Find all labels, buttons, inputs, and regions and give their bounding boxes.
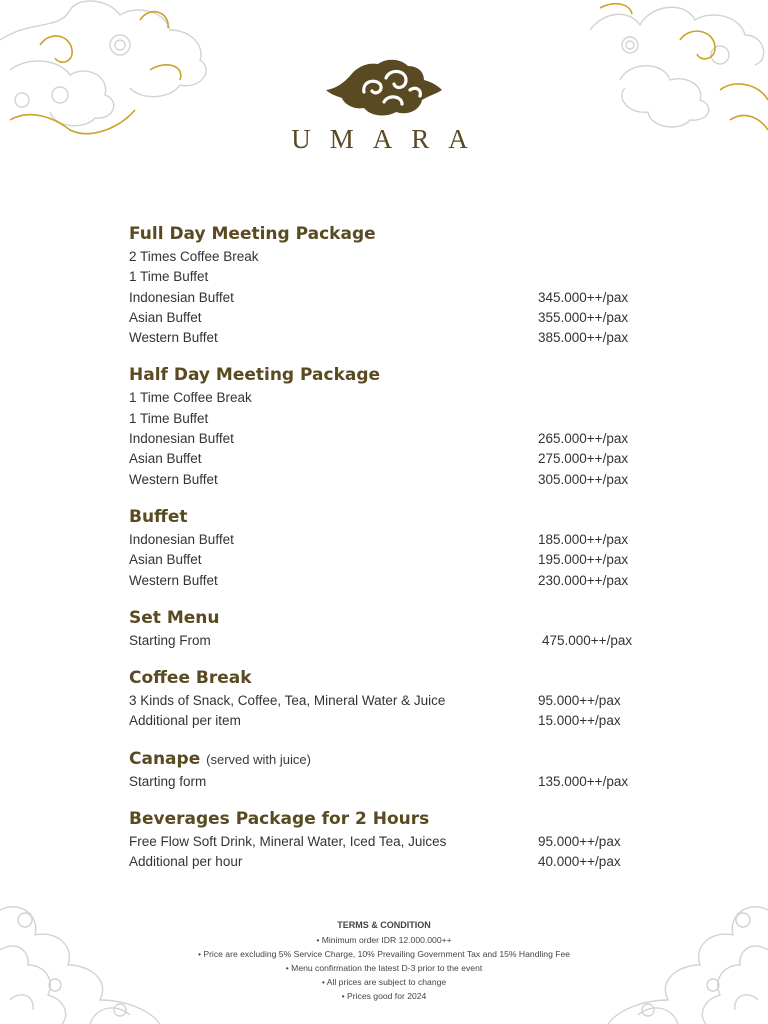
section-title: Coffee Break — [129, 668, 252, 689]
item-price: 40.000++/pax — [538, 854, 621, 870]
item-price: 15.000++/pax — [538, 713, 621, 729]
brand-name: UMARA — [291, 124, 487, 154]
item-label: Starting From — [129, 632, 211, 648]
item-price: 95.000++/pax — [538, 693, 621, 709]
menu-row — [129, 409, 649, 429]
item-price: 345.000++/pax — [538, 289, 629, 305]
menu-row — [129, 308, 649, 328]
umara-cloud-logo-icon — [324, 58, 444, 118]
item-label: 3 Kinds of Snack, Coffee, Tea, Mineral Water & Juice — [129, 693, 446, 709]
cloud-ornament-top-right — [570, 0, 768, 135]
section-half-day-meeting-package — [129, 362, 649, 489]
item-label: Western Buffet — [129, 330, 218, 346]
menu-row — [129, 328, 649, 348]
menu-row — [129, 530, 649, 550]
terms-item: • Price are excluding 5% Service Charge, 10% Prevailing Government Tax and 15% Handling Fee — [197, 949, 571, 959]
section-set-menu — [129, 605, 649, 651]
item-label: Free Flow Soft Drink, Mineral Water, Iced Tea, Juices — [129, 834, 447, 850]
item-label: Indonesian Buffet — [129, 289, 234, 305]
section-title — [129, 746, 649, 772]
item-label: 1 Time Coffee Break — [129, 390, 252, 406]
menu-row — [129, 832, 649, 852]
item-label: Western Buffet — [129, 572, 218, 588]
menu-row — [129, 449, 649, 469]
section-title: Full Day Meeting Package — [129, 224, 376, 244]
item-price: 355.000++/pax — [538, 309, 629, 325]
item-label: Indonesian Buffet — [129, 531, 234, 547]
item-label: Additional per hour — [129, 854, 243, 870]
menu-row — [129, 550, 649, 570]
terms-item: • All prices are subject to change — [321, 977, 447, 987]
section-full-day-meeting-package — [129, 221, 649, 348]
item-label: Starting form — [129, 773, 207, 789]
menu-row — [129, 267, 649, 287]
item-price: 95.000++/pax — [538, 834, 621, 850]
item-label: Indonesian Buffet — [129, 431, 234, 447]
section-beverages-package — [129, 806, 649, 873]
section-title: Beverages Package for 2 Hours — [129, 809, 430, 830]
item-price: 475.000++/pax — [542, 632, 633, 648]
item-price: 305.000++/pax — [538, 471, 629, 487]
item-label: Asian Buffet — [129, 309, 202, 325]
item-price: 385.000++/pax — [538, 330, 629, 346]
section-buffet — [129, 504, 649, 591]
section-title: Buffet — [129, 506, 188, 527]
item-price: 195.000++/pax — [538, 552, 629, 568]
menu-row — [129, 631, 649, 651]
terms-item: • Menu confirmation the latest D-3 prior to the event — [285, 963, 483, 973]
item-price: 275.000++/pax — [538, 451, 629, 467]
item-label: Asian Buffet — [129, 451, 202, 467]
item-price: 185.000++/pax — [538, 531, 629, 547]
menu-row — [129, 691, 649, 711]
cloud-ornament-top-left — [0, 0, 215, 140]
terms-item: • Minimum order IDR 12.000.000++ — [316, 935, 452, 945]
section-note: (served with juice) — [206, 751, 311, 767]
item-label: 1 Time Buffet — [129, 269, 209, 285]
menu-row — [129, 711, 649, 731]
menu-list — [129, 221, 649, 887]
menu-row — [129, 388, 649, 408]
item-label: Asian Buffet — [129, 552, 202, 568]
menu-row — [129, 288, 649, 308]
item-price: 265.000++/pax — [538, 431, 629, 447]
menu-row — [129, 772, 649, 792]
item-label: 2 Times Coffee Break — [129, 249, 259, 264]
menu-row — [129, 852, 649, 872]
item-label: 1 Time Buffet — [129, 410, 209, 426]
item-label: Western Buffet — [129, 471, 218, 487]
menu-row — [129, 470, 649, 490]
terms-title: TERMS & CONDITION — [337, 920, 431, 930]
terms-item: • Prices good for 2024 — [341, 991, 427, 1001]
terms-and-conditions — [0, 918, 768, 1003]
item-label: Additional per item — [129, 713, 241, 729]
section-title: Set Menu — [129, 607, 220, 628]
menu-row — [129, 247, 649, 267]
section-title-text: Canape — [129, 748, 201, 769]
section-coffee-break — [129, 665, 649, 732]
section-title: Half Day Meeting Package — [129, 365, 381, 386]
section-canape — [129, 746, 649, 792]
menu-row — [129, 429, 649, 449]
item-price: 135.000++/pax — [538, 773, 629, 789]
menu-row — [129, 571, 649, 591]
item-price: 230.000++/pax — [538, 572, 629, 588]
